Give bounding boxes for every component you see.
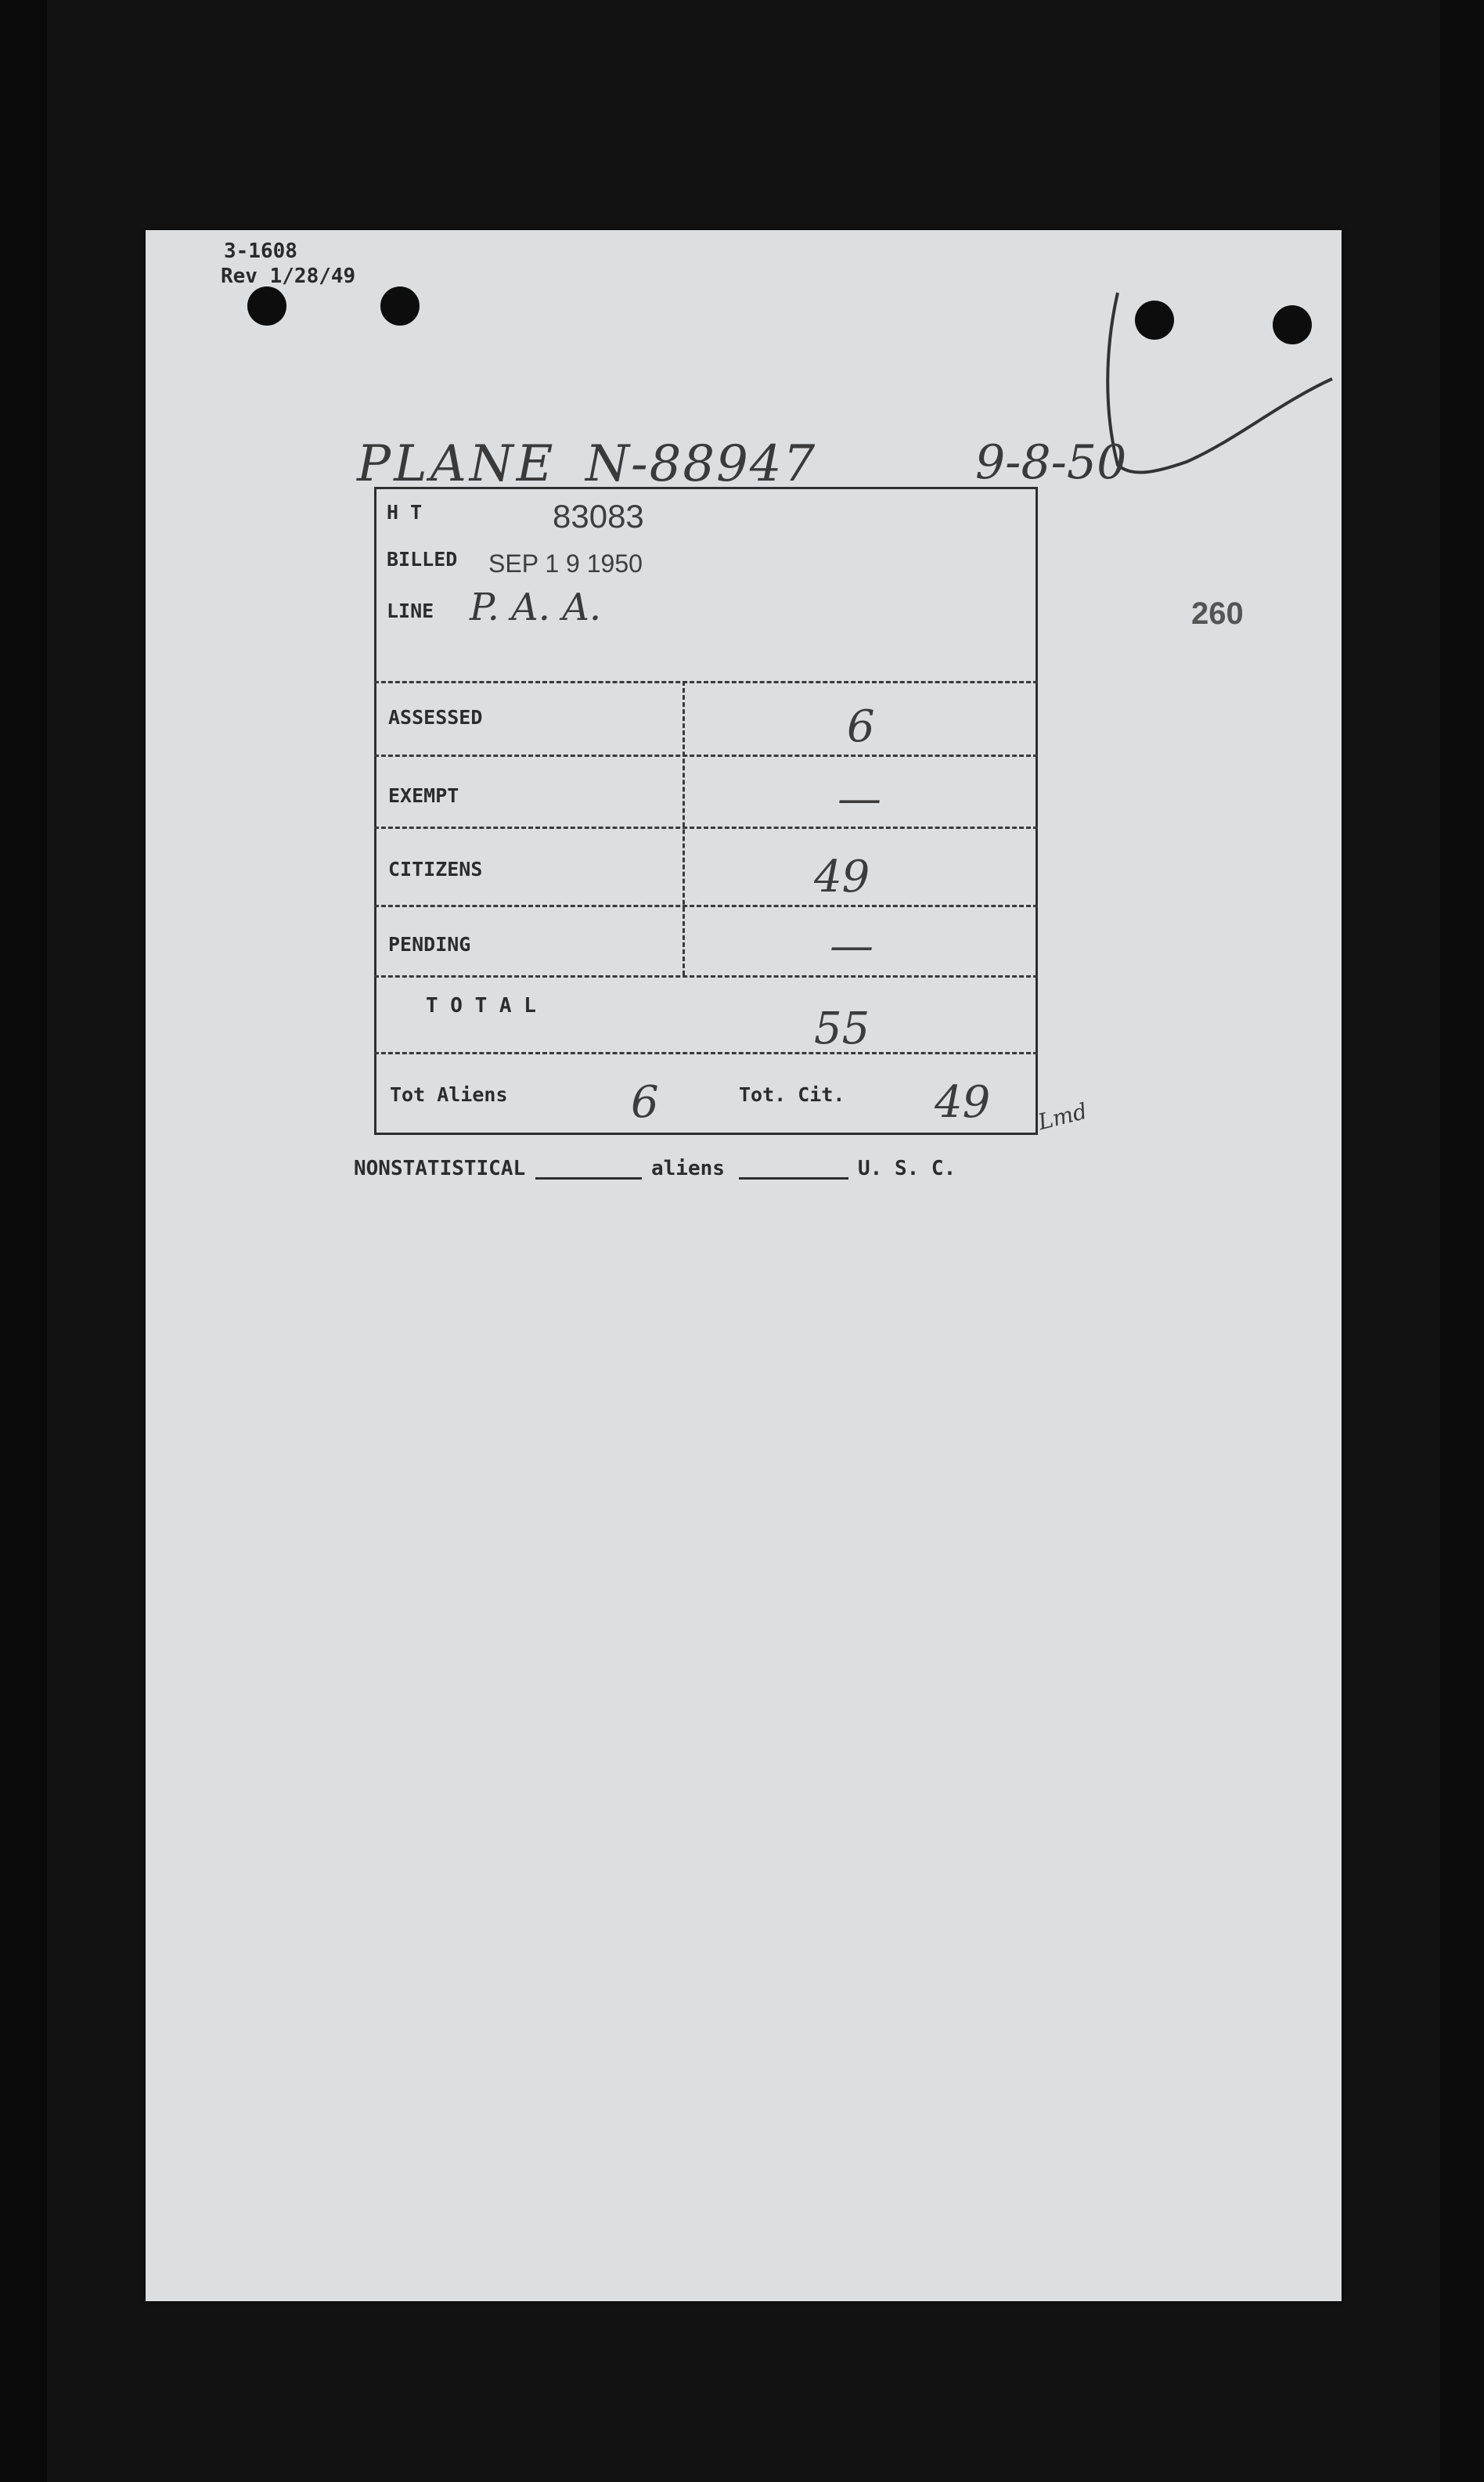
divider-row-3 [374, 905, 1038, 907]
ht-value: 83083 [553, 498, 644, 535]
aliens-blank [739, 1177, 848, 1180]
divider-header [374, 681, 1038, 683]
assessed-value: 6 [847, 701, 875, 752]
clerk-initials: Lmd [1035, 1097, 1090, 1136]
line-value: P. A. A. [470, 585, 602, 629]
page-number: 260 [1191, 596, 1244, 631]
pending-value: — [830, 920, 873, 971]
tot-citizens-value: 49 [935, 1077, 991, 1128]
form-number: 3-1608 [224, 240, 297, 263]
plane-date: 9-8-50 [975, 435, 1127, 490]
column-divider [683, 681, 685, 975]
divider-row-4 [374, 975, 1038, 978]
punch-hole-2 [380, 286, 420, 326]
pending-label: PENDING [388, 933, 471, 956]
tot-citizens-label: Tot. Cit. [739, 1083, 845, 1106]
divider-total [374, 1052, 1038, 1054]
total-label: T O T A L [426, 994, 536, 1018]
citizens-label: CITIZENS [388, 858, 483, 881]
exempt-label: EXEMPT [388, 784, 459, 807]
tot-aliens-label: Tot Aliens [390, 1083, 508, 1106]
punch-hole-1 [247, 286, 286, 326]
line-label: LINE [387, 600, 434, 622]
total-value: 55 [814, 1003, 870, 1054]
nonstatistical-label: NONSTATISTICAL [354, 1157, 526, 1180]
billed-date-stamp: SEP 1 9 1950 [488, 549, 643, 578]
handwritten-bracket-mark [1100, 285, 1335, 488]
nonstatistical-blank [535, 1177, 642, 1180]
plane-label: PLANE [357, 435, 556, 493]
scan-edge-right [1440, 0, 1484, 2482]
plane-number: N-88947 [585, 435, 817, 493]
form-table [374, 487, 1038, 1135]
form-revision: Rev 1/28/49 [221, 265, 356, 288]
citizens-value: 49 [814, 852, 870, 902]
assessed-label: ASSESSED [388, 706, 483, 729]
billed-label: BILLED [387, 548, 458, 571]
divider-row-1 [374, 755, 1038, 757]
divider-row-2 [374, 827, 1038, 829]
scan-edge-left [0, 0, 47, 2482]
ht-label: H T [387, 501, 423, 524]
aliens-label: aliens [651, 1157, 725, 1180]
usc-label: U. S. C. [858, 1157, 956, 1180]
exempt-value: — [837, 773, 881, 824]
tot-aliens-value: 6 [631, 1077, 659, 1128]
